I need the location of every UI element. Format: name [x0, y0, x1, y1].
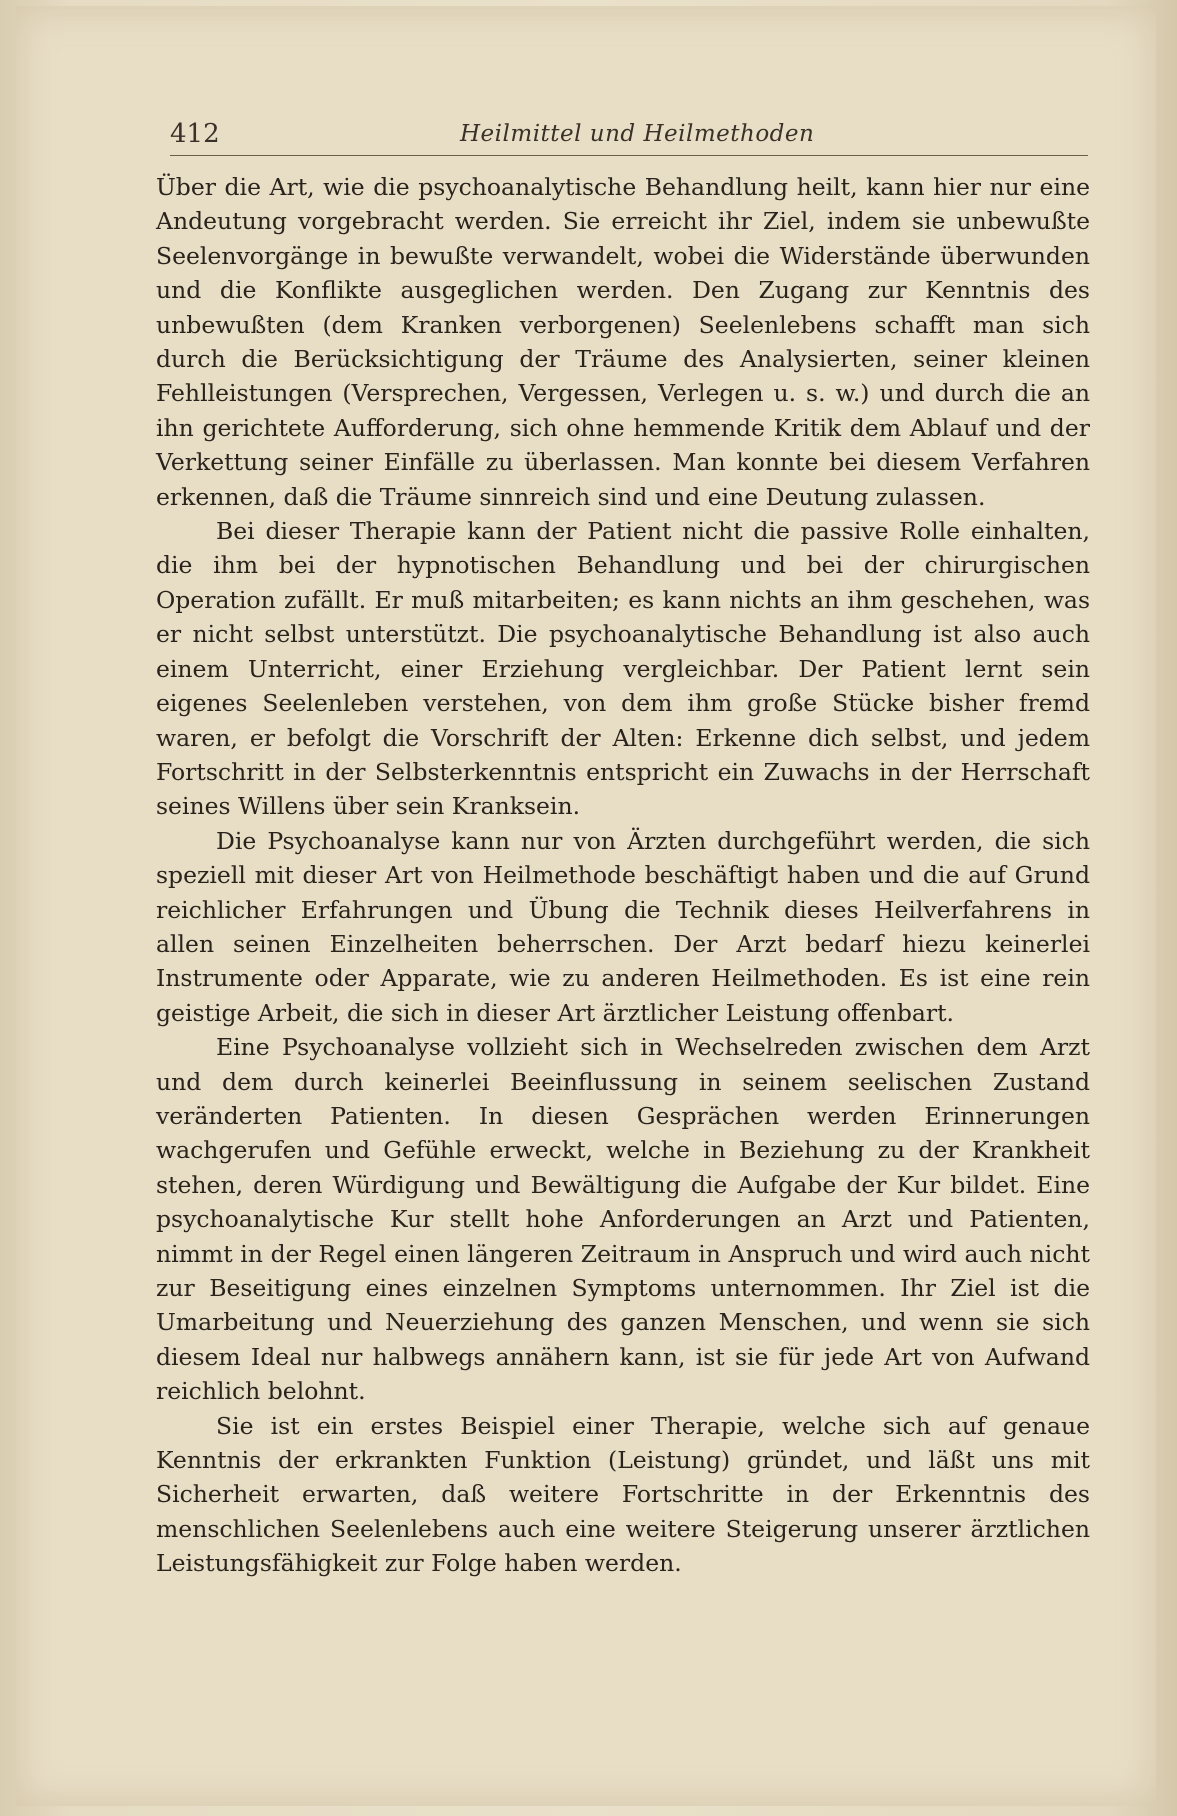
- paragraph: Über die Art, wie die psychoanalytische Behandlung heilt, kann hier nur eine Andeutung vorgebracht werden. Sie erreicht ihr Ziel, indem sie unbewußte Seelenvorgänge in bewußte verwandelt, wobei die Widerstände überwunden und die Konflikte ausgeglichen werden. Den Zugang zur Kenntnis des unbewußten (dem Kranken verborgenen) Seelenlebens schafft man sich durch die Berücksichtigung der Träume des Analysierten, seiner kleinen Fehlleistungen (Versprechen, Vergessen, Verlegen u. s. w.) und durch die an ihn gerichtete Aufforderung, sich ohne hemmende Kritik dem Ablauf und der Verkettung seiner Einfälle zu überlassen. Man konnte bei diesem Verfahren erkennen, daß die Träume sinnreich sind und eine Deutung zulassen.: [156, 173, 1090, 511]
- page-body: [156, 170, 1090, 1581]
- paragraph: Bei dieser Therapie kann der Patient nicht die passive Rolle einhalten, die ihm bei der hypnotischen Behandlung und bei der chirurgischen Operation zufällt. Er muß mitarbeiten; es kann nichts an ihm geschehen, was er nicht selbst unterstützt. Die psychoanalytische Behandlung ist also auch einem Unterricht, einer Erziehung vergleichbar. Der Patient lernt sein eigenes Seelenleben verstehen, von dem ihm große Stücke bisher fremd waren, er befolgt die Vorschrift der Alten: Erkenne dich selbst, und jedem Fortschritt in der Selbsterkenntnis entspricht ein Zuwachs in der Herrschaft seines Willens über sein Kranksein.: [156, 517, 1090, 821]
- running-title: Heilmittel und Heilmethoden: [460, 121, 815, 147]
- page-header: [170, 115, 1088, 156]
- paragraph: Sie ist ein erstes Beispiel einer Therapie, welche sich auf genaue Kenntnis der erkrankten Funktion (Leistung) gründet, und läßt uns mit Sicherheit erwarten, daß weitere Fortschritte in der Erkenntnis des menschlichen Seelenlebens auch eine weitere Steigerung unserer ärztlichen Leistungsfähigkeit zur Folge haben werden.: [156, 1411, 1090, 1578]
- page-number: 412: [170, 119, 220, 149]
- paragraph: Die Psychoanalyse kann nur von Ärzten durchgeführt werden, die sich speziell mit dieser Art von Heilmethode beschäftigt haben und die auf Grund reichlicher Erfahrungen und Übung die Technik dieses Heilverfahrens in allen seinen Einzelheiten beherrschen. Der Arzt bedarf hiezu keinerlei Instrumente oder Apparate, wie zu anderen Heilmethoden. Es ist eine rein geistige Arbeit, die sich in dieser Art ärztlicher Leistung offenbart.: [156, 826, 1090, 1027]
- paragraph: Eine Psychoanalyse vollzieht sich in Wechselreden zwischen dem Arzt und dem durch keinerlei Beeinflussung in seinem seelischen Zustand veränderten Patienten. In diesen Gesprächen werden Erinnerungen wachgerufen und Gefühle erweckt, welche in Beziehung zu der Krankheit stehen, deren Würdigung und Bewältigung die Aufgabe der Kur bildet. Eine psychoanalytische Kur stellt hohe Anforderungen an Arzt und Patienten, nimmt in der Regel einen längeren Zeitraum in Anspruch und wird auch nicht zur Beseitigung eines einzelnen Symptoms unternommen. Ihr Ziel ist die Umarbeitung und Neuerziehung des ganzen Menschen, und wenn sie sich diesem Ideal nur halbwegs annähern kann, ist sie für jede Art von Aufwand reichlich belohnt.: [156, 1033, 1090, 1406]
